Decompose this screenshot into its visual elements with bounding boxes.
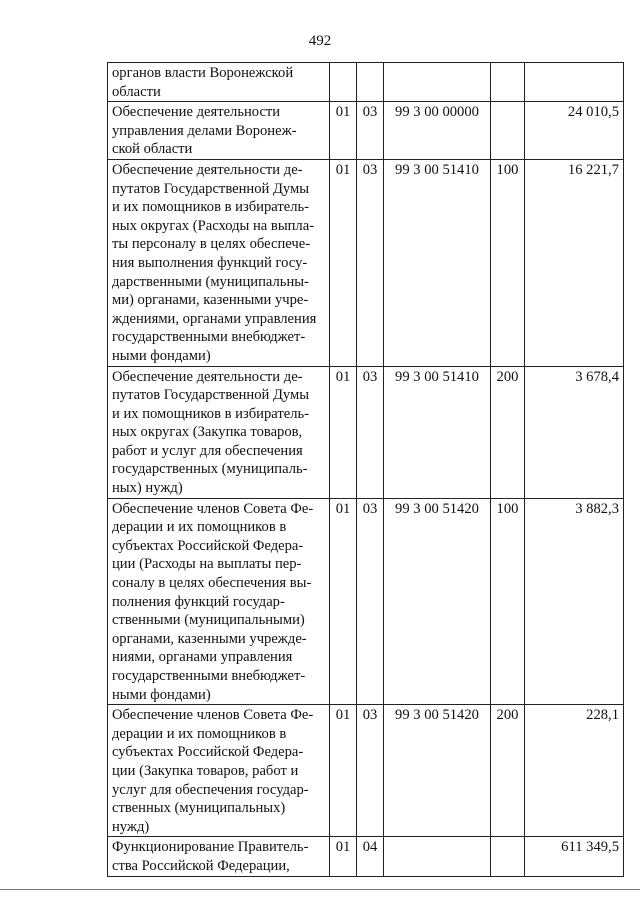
cell-subsection-code-text: 03 <box>362 368 378 385</box>
cell-expense-type-code <box>491 498 525 705</box>
cell-target-article-code-text: 99 3 00 51410 <box>395 368 479 385</box>
table-row <box>108 837 624 876</box>
cell-name-text: Обеспечение членов Совета Фе- дерации и их помощников в субъектах Российской Федера- ции (Расходы на выплаты пер- соналу в целях обеспечения вы- полнения функций государ- ственными (муниципальными) органами, казенными учрежде- ниями, органами управления государственными внебюджет- ными фондами) <box>112 500 314 703</box>
cell-expense-type-code <box>491 63 525 102</box>
cell-name-text: Обеспечение членов Совета Фе- дерации и их помощников в субъектах Российской Федера- ции (Закупка товаров, работ и услуг для обеспечения государ- ственных (муниципальных) нужд) <box>112 707 314 835</box>
cell-target-article-code <box>384 159 491 366</box>
cell-subsection-code <box>357 837 384 876</box>
cell-target-article-code <box>384 498 491 705</box>
cell-subsection-code <box>357 63 384 102</box>
cell-amount <box>525 837 624 876</box>
cell-amount-text: 228,1 <box>586 707 619 724</box>
cell-name-text: Обеспечение деятельности де- путатов Государственной Думы и их помощников в избиратель- ных округах (Закупка товаров, работ и услуг для обеспечения государственных (муниципаль- ных) нужд) <box>112 368 310 497</box>
cell-expense-type-code <box>491 705 525 837</box>
table-row <box>108 159 624 366</box>
cell-section-code <box>330 705 357 837</box>
cell-subsection-code-text: 03 <box>362 104 378 121</box>
page-number: 492 <box>308 33 332 49</box>
cell-subsection-code <box>357 366 384 498</box>
cell-target-article-code <box>384 366 491 498</box>
cell-name <box>108 102 330 160</box>
table-row <box>108 498 624 705</box>
cell-subsection-code-text: 03 <box>362 500 378 517</box>
cell-target-article-code-text: 99 3 00 51410 <box>395 161 479 178</box>
cell-target-article-code-text: 99 3 00 00000 <box>395 104 479 121</box>
cell-target-article-code-text: 99 3 00 51420 <box>395 500 479 517</box>
cell-section-code-text: 01 <box>335 104 351 121</box>
cell-amount <box>525 159 624 366</box>
cell-amount <box>525 102 624 160</box>
cell-name <box>108 159 330 366</box>
cell-target-article-code <box>384 63 491 102</box>
cell-section-code <box>330 159 357 366</box>
table-row <box>108 705 624 837</box>
table-row <box>108 63 624 102</box>
cell-name-text: Функционирование Правитель- ства Российской Федерации, <box>112 839 309 874</box>
table-row <box>108 366 624 498</box>
cell-amount-text: 3 678,4 <box>575 368 619 385</box>
cell-amount <box>525 366 624 498</box>
cell-name-text: Обеспечение деятельности управления делами Воронеж- ской области <box>112 104 297 158</box>
cell-expense-type-code-text: 200 <box>496 368 519 385</box>
cell-expense-type-code <box>491 366 525 498</box>
cell-section-code <box>330 63 357 102</box>
cell-section-code-text: 01 <box>335 368 351 385</box>
cell-amount-text: 16 221,7 <box>567 161 619 178</box>
cell-expense-type-code <box>491 159 525 366</box>
cell-expense-type-code <box>491 102 525 160</box>
cell-expense-type-code <box>491 837 525 876</box>
cell-amount-text: 24 010,5 <box>567 104 619 121</box>
table-row <box>108 102 624 160</box>
cell-amount-text: 3 882,3 <box>575 500 619 517</box>
cell-subsection-code-text: 04 <box>362 839 378 856</box>
cell-section-code-text: 01 <box>335 839 351 856</box>
cell-subsection-code-text: 03 <box>362 161 378 178</box>
cell-subsection-code <box>357 705 384 837</box>
cell-section-code <box>330 102 357 160</box>
cell-section-code-text: 01 <box>335 707 351 724</box>
cell-subsection-code-text: 03 <box>362 707 378 724</box>
cell-expense-type-code-text: 100 <box>496 500 519 517</box>
cell-amount <box>525 63 624 102</box>
cell-target-article-code <box>384 837 491 876</box>
cell-name <box>108 837 330 876</box>
cell-name <box>108 366 330 498</box>
cell-name <box>108 705 330 837</box>
budget-table <box>107 62 624 877</box>
cell-subsection-code <box>357 102 384 160</box>
cell-section-code <box>330 498 357 705</box>
cell-name-text: органов власти Воронежской области <box>112 65 294 100</box>
cell-subsection-code <box>357 159 384 366</box>
bottom-divider <box>0 889 640 890</box>
cell-subsection-code <box>357 498 384 705</box>
cell-section-code <box>330 837 357 876</box>
cell-name-text: Обеспечение деятельности де- путатов Государственной Думы и их помощников в избиратель- ных округах (Расходы на выпла- ты персоналу в целях обеспече- ния выполнения функций госу- дарственными (муниципальны- ми) органами, казенными учре- ждениями, органами управления государственными внебюджет- ными фондами) <box>112 161 317 364</box>
cell-section-code-text: 01 <box>335 500 351 517</box>
cell-section-code-text: 01 <box>335 161 351 178</box>
cell-target-article-code <box>384 705 491 837</box>
cell-target-article-code-text: 99 3 00 51420 <box>395 707 479 724</box>
cell-name <box>108 63 330 102</box>
cell-amount-text: 611 349,5 <box>561 839 619 856</box>
cell-name <box>108 498 330 705</box>
cell-expense-type-code-text: 200 <box>496 707 519 724</box>
cell-amount <box>525 705 624 837</box>
cell-target-article-code <box>384 102 491 160</box>
cell-section-code <box>330 366 357 498</box>
cell-amount <box>525 498 624 705</box>
budget-table-body <box>108 63 624 877</box>
cell-expense-type-code-text: 100 <box>496 161 519 178</box>
